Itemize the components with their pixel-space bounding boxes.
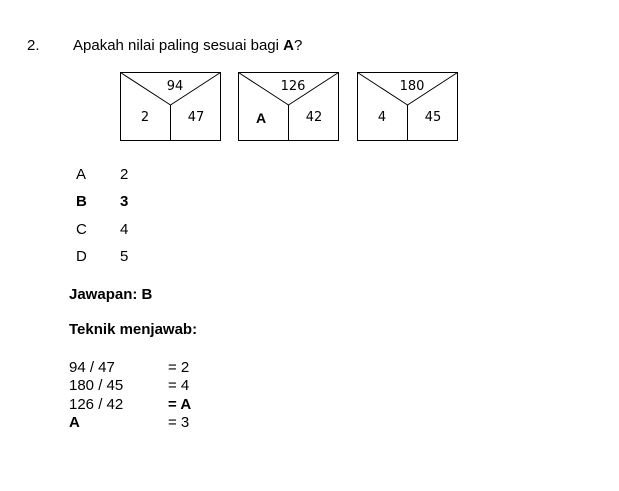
option-c-value: 4: [120, 221, 129, 238]
working-result: = 2: [168, 359, 190, 376]
question-text-end: ?: [294, 37, 303, 54]
figure-1-right-value: 47: [187, 110, 205, 125]
question-number: 2.: [27, 37, 40, 54]
figure-2-top-value: 126: [280, 79, 306, 94]
option-d-letter: D: [76, 248, 87, 265]
figure-1-left-value: 2: [140, 110, 150, 125]
option-c-letter: C: [76, 221, 87, 238]
question-text: [73, 37, 302, 54]
working-result: = A: [168, 396, 192, 413]
working-expr: 126 / 42: [69, 396, 124, 413]
working-result: = 3: [168, 414, 190, 431]
working-result: = 4: [168, 377, 190, 394]
working-expr: A: [69, 414, 80, 431]
figure-3-left-value: 4: [377, 110, 387, 125]
option-b-letter: B: [76, 193, 87, 210]
figure-box-2: [238, 72, 340, 142]
figure-box-1: [120, 72, 222, 142]
working-expr: 94 / 47: [69, 359, 115, 376]
figure-1-top-value: 94: [166, 79, 184, 94]
question-text-start: Apakah nilai paling sesuai bagi: [73, 37, 284, 54]
option-a-letter: A: [76, 166, 87, 183]
figure-3-top-value: 180: [399, 79, 425, 94]
technique-title: Teknik menjawab:: [69, 321, 198, 338]
option-a-value: 2: [120, 166, 129, 183]
figure-2-left-value: A: [255, 110, 267, 126]
figure-2-right-value: 42: [305, 110, 323, 125]
option-d-value: 5: [120, 248, 129, 265]
working-expr: 180 / 45: [69, 377, 124, 394]
figure-3-right-value: 45: [424, 110, 442, 125]
option-b-value: 3: [120, 193, 129, 210]
question-text-bold: A: [283, 37, 294, 54]
figure-box-3: [357, 72, 459, 142]
answer-line: Jawapan: B: [69, 286, 153, 303]
